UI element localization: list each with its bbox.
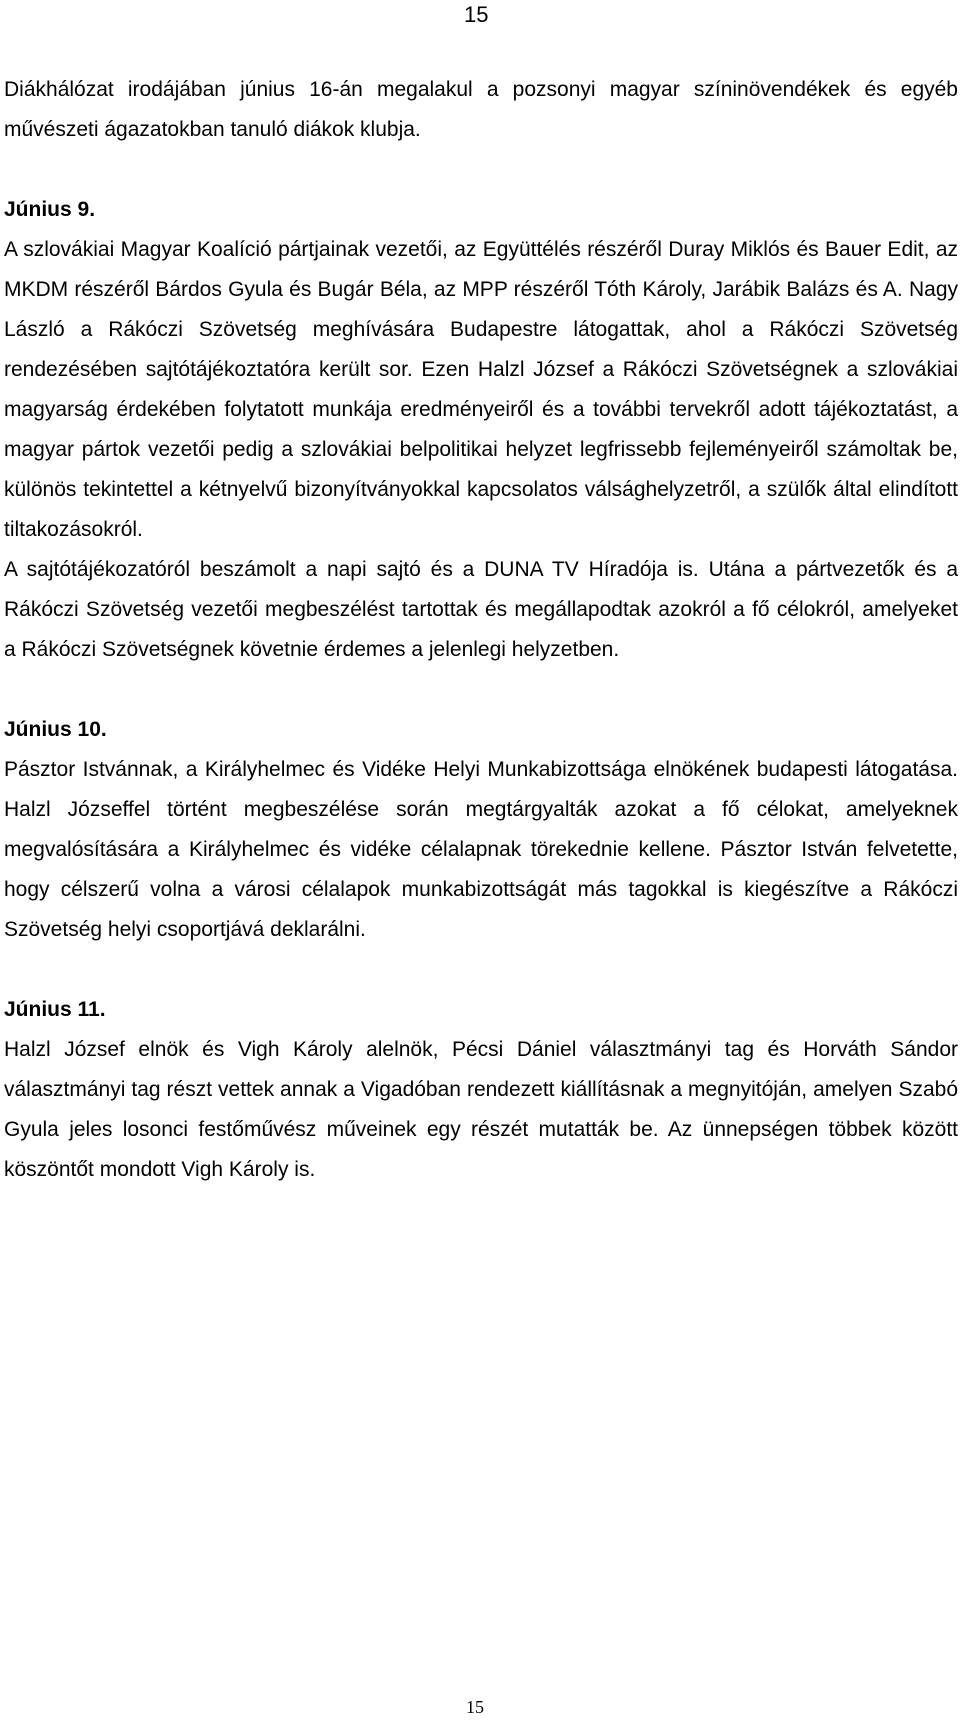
june-11-paragraph-1: Halzl József elnök és Vigh Károly alelnök, Pécsi Dániel választmányi tag és Horváth Sándor választmányi tag részt vettek annak a Vigadóban rendezett kiállításnak a megnyitóján, amelyen Szabó Gyula jeles losonci festőművész műveinek egy részét mutatták be. Az ünnepségen többek között köszöntőt mondott Vigh Károly is. xyxy=(4,1038,958,1181)
spacer xyxy=(4,950,958,990)
heading-june-11: Június 11. xyxy=(4,998,106,1021)
page-number-bottom: 15 xyxy=(466,1697,484,1717)
intro-paragraph: Diákhálózat irodájában június 16-án megalakul a pozsonyi magyar színinövendékek és egyéb művészeti ágazatokban tanuló diákok klubja. xyxy=(4,78,958,141)
spacer xyxy=(4,670,958,710)
page-number-top-text: 15 xyxy=(464,2,489,27)
june-9-paragraph-2: A sajtótájékozatóról beszámolt a napi sajtó és a DUNA TV Híradója is. Utána a pártvezetők és a Rákóczi Szövetség vezetői megbeszélést tartottak és megállapodtak azokról a fő célokról, amelyeket a Rákóczi Szövetségnek követnie érdemes a jelenlegi helyzetben. xyxy=(4,558,958,661)
june-10-paragraph-1: Pásztor Istvánnak, a Királyhelmec és Vidéke Helyi Munkabizottsága elnökének budapesti látogatása. Halzl Józseffel történt megbeszélése során megtárgyalták azokat a fő célokat, amelyeknek megvalósítására a Királyhelmec és vidéke célalapnak törekednie kellene. Pásztor István felvetette, hogy célszerű volna a városi célalapok munkabizottságát más tagokkal is kiegészítve a Rákóczi Szövetség helyi csoportjává deklarálni. xyxy=(4,758,958,941)
document-body xyxy=(4,70,958,1190)
june-9-paragraph-1: A szlovákiai Magyar Koalíció pártjainak vezetői, az Együttélés részéről Duray Miklós és Bauer Edit, az MKDM részéről Bárdos Gyula és Bugár Béla, az MPP részéről Tóth Károly, Jarábik Balázs és A. Nagy László a Rákóczi Szövetség meghívására Budapestre látogattak, ahol a Rákóczi Szövetség rendezésében sajtótájékoztatóra került sor. Ezen Halzl József a Rákóczi Szövetségnek a szlovákiai magyarság érdekében folytatott munkája eredményeiről és a további tervekről adott tájékoztatást, a magyar pártok vezetői pedig a szlovákiai belpolitikai helyzet legfrissebb fejleményeiről számoltak be, különös tekintettel a kétnyelvű bizonyítványokkal kapcsolatos válsághelyzetről, a szülők által elindított tiltakozásokról. xyxy=(4,238,958,541)
heading-june-10: Június 10. xyxy=(4,718,107,741)
heading-june-9: Június 9. xyxy=(4,198,96,221)
spacer xyxy=(4,150,958,190)
